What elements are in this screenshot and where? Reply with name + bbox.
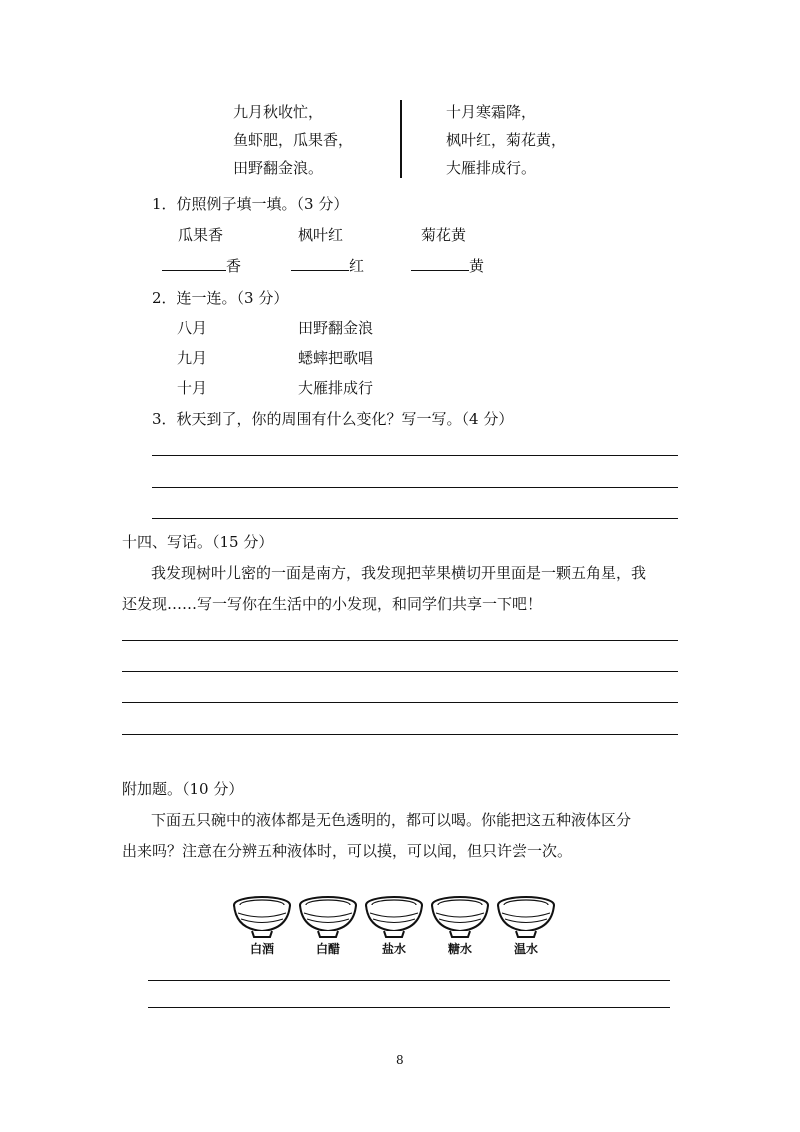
- bowl-icon-2: [300, 897, 356, 937]
- bonus-answer-line-1[interactable]: [148, 980, 670, 981]
- section14-answer-line-4[interactable]: [122, 734, 678, 735]
- q3-answer-line-2[interactable]: [152, 487, 678, 488]
- section14-answer-line-3[interactable]: [122, 702, 678, 703]
- q1-blank-suffix-3: 黄: [469, 257, 485, 275]
- bowls-illustration: [230, 893, 560, 941]
- q2-left-item-3[interactable]: 十月: [177, 379, 208, 397]
- q2-left-item-2[interactable]: 九月: [177, 349, 208, 367]
- q1-example-2: 枫叶红: [298, 226, 344, 244]
- q1-blank-3[interactable]: [411, 256, 469, 271]
- section14-text-line-2: 还发现……写一写你在生活中的小发现，和同学们共享一下吧！: [122, 595, 543, 613]
- bowl-icon-4: [432, 897, 488, 937]
- poem-left-line-3: 田野翻金浪。: [233, 159, 324, 177]
- q1-title: 1．仿照例子填一填。（3 分）: [152, 195, 349, 213]
- q3-title: 3．秋天到了，你的周围有什么变化？写一写。（4 分）: [152, 410, 514, 428]
- q1-blank-suffix-2: 红: [349, 257, 365, 275]
- q1-blank-group-3[interactable]: [411, 255, 484, 276]
- bowl-icon-1: [234, 897, 290, 937]
- bonus-answer-line-2[interactable]: [148, 1007, 670, 1008]
- section14-text-line-1: 我发现树叶儿密的一面是南方，我发现把苹果横切开里面是一颗五角星，我: [151, 564, 647, 582]
- poem-right-line-3: 大雁排成行。: [446, 159, 537, 177]
- q3-answer-line-1[interactable]: [152, 455, 678, 456]
- q2-title: 2．连一连。（3 分）: [152, 289, 289, 307]
- bowl-label-2: 白醋: [315, 942, 340, 956]
- q1-blank-group-2[interactable]: [291, 255, 364, 276]
- bowl-icon-3: [366, 897, 422, 937]
- poem-right-line-1: 十月寒霜降，: [446, 103, 537, 121]
- q2-left-item-1[interactable]: 八月: [177, 319, 208, 337]
- q3-answer-line-3[interactable]: [152, 518, 678, 519]
- poem-divider: [400, 100, 402, 178]
- bowl-label-5: 温水: [513, 942, 538, 956]
- poem-left-line-2: 鱼虾肥，瓜果香，: [233, 131, 354, 149]
- section14-title: 十四、写话。（15 分）: [122, 533, 274, 551]
- q1-blank-1[interactable]: [162, 256, 226, 271]
- bowl-icon-5: [498, 897, 554, 937]
- section14-answer-line-1[interactable]: [122, 640, 678, 641]
- bonus-text-line-2: 出来吗？注意在分辨五种液体时，可以摸，可以闻，但只许尝一次。: [122, 842, 573, 860]
- q2-right-item-3[interactable]: 大雁排成行: [298, 379, 374, 397]
- bowl-label-1: 白酒: [249, 942, 274, 956]
- q1-blank-2[interactable]: [291, 256, 349, 271]
- q1-blank-group-1[interactable]: [162, 255, 241, 276]
- bonus-text-line-1: 下面五只碗中的液体都是无色透明的，都可以喝。你能把这五种液体区分: [151, 811, 632, 829]
- q1-example-3: 菊花黄: [421, 226, 467, 244]
- q1-example-1: 瓜果香: [178, 226, 224, 244]
- poem-left-line-1: 九月秋收忙，: [233, 103, 324, 121]
- page-number: 8: [396, 1053, 404, 1067]
- section14-answer-line-2[interactable]: [122, 671, 678, 672]
- bonus-title: 附加题。（10 分）: [122, 780, 244, 798]
- bowl-label-4: 糖水: [447, 942, 472, 956]
- q2-right-item-1[interactable]: 田野翻金浪: [298, 319, 374, 337]
- q1-blank-suffix-1: 香: [226, 257, 242, 275]
- poem-right-line-2: 枫叶红，菊花黄，: [446, 131, 567, 149]
- q2-right-item-2[interactable]: 蟋蟀把歌唱: [298, 349, 374, 367]
- bowl-label-3: 盐水: [381, 942, 406, 956]
